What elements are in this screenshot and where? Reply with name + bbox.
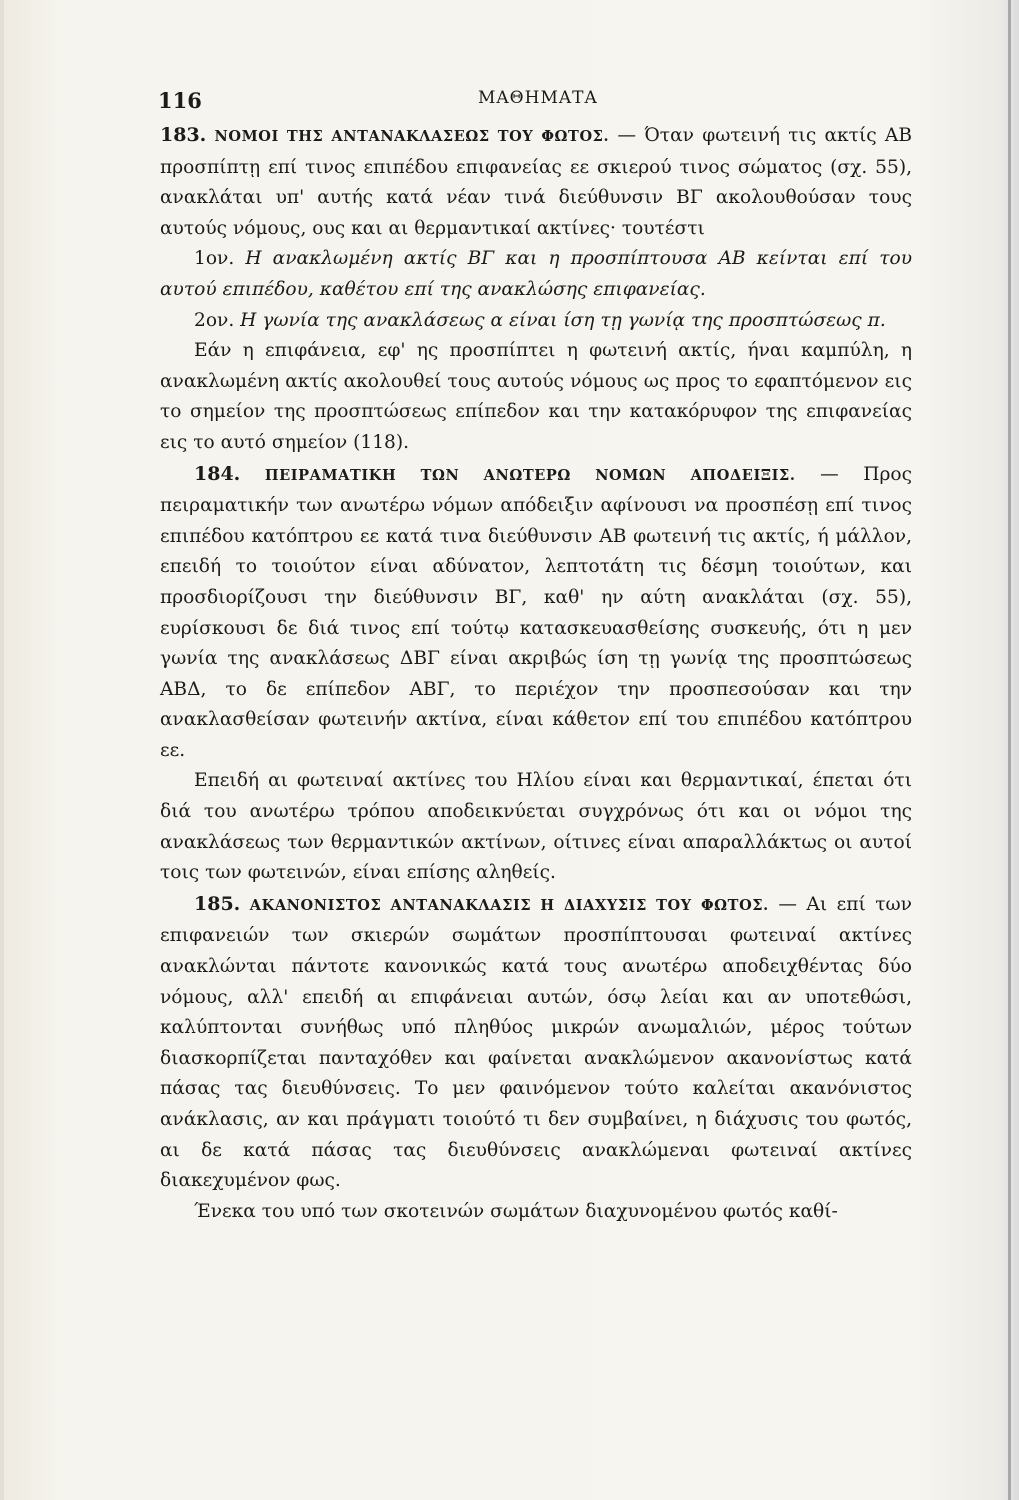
law-2: [160, 306, 912, 337]
section-184-body: — Προς πειραματικήν των ανωτέρω νόμων απόδειξιν αφίνουσι να προσπέσῃ επί τινος επιπέδου κατόπτρου εε κατά τινα διεύθυνσιν ΑΒ φωτεινή τις ακτίς, ή μάλλον, επειδή το τοιούτον είναι αδύνατον, λεπτοτάτη τις δέσμη τοιούτων, και προσδιορίζουσι την διεύθυνσιν ΒΓ, καθ' ην αύτη ανακλάται (σχ. 55), ευρίσκουσι δε διά τινος επί τούτῳ κατασκευασθείσης συσκευής, ότι η μεν γωνία της ανακλάσεως ΔΒΓ είναι ακριβώς ίση τῃ γωνίᾳ της προσπτώσεως ΑΒΔ, το δε επίπεδον ΑΒΓ, το περιέχον την προσπεσούσαν και την ανακλασθείσαν φωτεινήν ακτίνα, είναι κάθετον επί του επιπέδου κατόπτρου εε.: [160, 463, 912, 761]
page-body: [160, 120, 912, 1227]
section-183-intro-text: — Όταν φωτεινή τις ακτίς ΑΒ προσπίπτῃ επί τινος επιπέδου επιφανείας εε σκιερού τινος σώματος (σχ. 55), ανακλάται υπ' αυτής κατά νέαν τινά διεύθυνσιν ΒΓ ακολουθούσαν τους αυτούς νόμους, ους και αι θερμαντικαί ακτίνες· τουτέστι: [160, 125, 912, 239]
section-183-number: 183.: [160, 124, 207, 146]
law-2-text: Η γωνία της ανακλάσεως α είναι ίση τῃ γωνίᾳ της προσπτώσεως π.: [240, 309, 886, 331]
running-title: ΜΑΘΗΜΑΤΑ: [478, 88, 598, 108]
law-1-number: 1ον.: [194, 248, 235, 270]
page-left-edge: [0, 0, 4, 1500]
section-183-paragraph: Εάν η επιφάνεια, εφ' ης προσπίπτει η φωτεινή ακτίς, ήναι καμπύλη, η ανακλωμένη ακτίς ακολουθεί τους αυτούς νόμους ως προς το εφαπτόμενον εις το σημείον της προσπτώσεως επίπεδον και την κατακόρυφον της επιφανείας εις το αυτό σημείον (118).: [160, 340, 912, 453]
section-184: [160, 459, 912, 767]
section-184-number: 184.: [194, 462, 241, 485]
page-gutter-shadow: [1008, 0, 1011, 1500]
page-header: [158, 80, 910, 116]
law-1: [160, 244, 912, 305]
section-183-intro: [160, 120, 912, 244]
section-185: [160, 889, 912, 1197]
section-185-title: ΑΚΑΝΟΝΙΣΤΟΣ ΑΝΤΑΝΑΚΛΑΣΙΣ Η ΔΙΑΧΥΣΙΣ ΤΟΥ ΦΩΤΟΣ.: [249, 896, 769, 914]
section-184-title: ΠΕΙΡΑΜΑΤΙΚΗ ΤΩΝ ΑΝΩΤΕΡΩ ΝΟΜΩΝ ΑΠΟΔΕΙΞΙΣ.: [264, 466, 796, 484]
section-185-paragraph: Ένεκα του υπό των σκοτεινών σωμάτων διαχυνομένου φωτός καθί-: [194, 1200, 838, 1222]
law-1-text: Η ανακλωμένη ακτίς ΒΓ και η προσπίπτουσα ΑΒ κείνται επί του αυτού επιπέδου, καθέτου επί της ανακλώσης επιφανείας.: [160, 248, 912, 300]
law-2-number: 2ον.: [194, 309, 235, 331]
section-185-body: — Αι επί των επιφανειών των σκιερών σωμάτων προσπίπτουσαι φωτειναί ακτίνες ανακλώνται πάντοτε κανονικώς κατά τους ανωτέρω αποδειχθέντας δύο νόμους, αλλ' επειδή αι επιφάνειαι αυτών, όσῳ λείαι και αν υποτεθώσι, καλύπτονται συνήθως υπό πληθύος μικρών ανωμαλιών, μέρος τούτων διασκορπίζεται πανταχόθεν και φαίνεται ανακλώμενον ακανονίστως κατά πάσας τας διευθύνσεις. Το μεν φαινόμενον τούτο καλείται ακανόνιστος ανάκλασις, αν και πράγματι τοιούτό τι δεν συμβαίνει, η διάχυσις του φωτός, αι δε κατά πάσας τας διευθύνσεις ανακλώμεναι φωτειναί ακτίνες διακεχυμένον φως.: [160, 893, 912, 1192]
section-184-paragraph: Επειδή αι φωτειναί ακτίνες του Ηλίου είναι και θερμαντικαί, έπεται ότι διά του ανωτέρω τρόπου αποδεικνύεται συγχρόνως ότι και οι νόμοι της ανακλάσεως των θερμαντικών ακτίνων, οίτινες είναι απαραλλάκτως οι αυτοί τοις των φωτεινών, είναι επίσης αληθείς.: [160, 770, 912, 884]
section-183-title: ΝΟΜΟΙ ΤΗΣ ΑΝΤΑΝΑΚΛΑΣΕΩΣ ΤΟΥ ΦΩΤΟΣ.: [214, 128, 610, 145]
section-185-number: 185.: [194, 892, 241, 915]
page-number: 116: [158, 88, 202, 113]
